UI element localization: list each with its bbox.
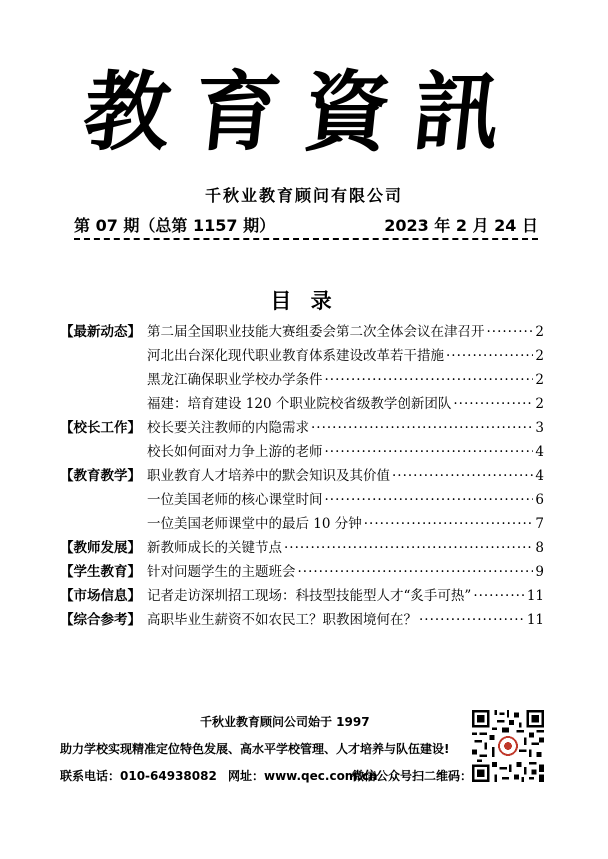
qr-label: 微信公众号扫二维码： [352,769,473,783]
toc-category: 【学生教育】 [60,564,141,580]
toc-row[interactable] [60,368,544,392]
masthead-title: 教育資訊 [78,62,530,163]
toc-page: 2 [535,324,544,340]
issue-date: 2023 年 2 月 24 日 [384,216,538,235]
toc-category: 【教育教学】 [60,468,141,484]
toc-page: 2 [535,396,544,412]
toc-row[interactable] [60,536,544,560]
toc-page: 3 [535,420,544,436]
toc-title: 新教师成长的关键节点 [147,540,282,556]
table-of-contents [60,320,544,632]
toc-row[interactable] [60,392,544,416]
toc-title: 校长如何面对力争上游的老师 [147,444,323,460]
toc-leader [419,608,525,632]
toc-page: 4 [535,468,544,484]
toc-page: 11 [526,588,544,604]
toc-page: 2 [535,372,544,388]
toc-title: 高职毕业生薪资不如农民工？职教困境何在？ [147,612,417,628]
toc-title: 校长要关注教师的内隐需求 [147,420,309,436]
toc-title: 一位美国老师课堂中的最后 10 分钟 [147,516,362,532]
toc-title: 一位美国老师的核心课堂时间 [147,492,323,508]
header-divider [74,238,538,240]
toc-row[interactable] [60,584,544,608]
toc-category: 【市场信息】 [60,588,141,604]
toc-title: 记者走访深圳招工现场：科技型技能型人才“炙手可热” [147,588,472,604]
toc-page: 6 [535,492,544,508]
toc-leader [298,560,534,584]
toc-page: 8 [535,540,544,556]
toc-leader [392,464,533,488]
toc-leader [311,416,533,440]
toc-title: 针对问题学生的主题班会 [147,564,296,580]
contact-phone: 联系电话：010-64938082 [60,769,217,783]
toc-page: 2 [535,348,544,364]
toc-page: 4 [535,444,544,460]
toc-category: 【校长工作】 [60,420,141,436]
toc-title: 福建：培育建设 120 个职业院校省级教学创新团队 [147,396,452,412]
toc-page: 11 [526,612,544,628]
toc-row[interactable] [60,560,544,584]
toc-leader [325,488,534,512]
toc-title: 黑龙江确保职业学校办学条件 [147,372,323,388]
toc-category: 【综合参考】 [60,612,141,628]
toc-leader [325,368,534,392]
toc-category: 【最新动态】 [60,324,141,340]
toc-row[interactable] [60,488,544,512]
toc-leader [325,440,534,464]
toc-leader [473,584,525,608]
toc-row[interactable] [60,464,544,488]
toc-row[interactable] [60,416,544,440]
toc-leader [446,344,533,368]
toc-row[interactable] [60,608,544,632]
toc-title: 职业教育人才培养中的默会知识及其价值 [147,468,390,484]
toc-leader [364,512,534,536]
wechat-qr-code-icon[interactable] [472,710,544,782]
toc-leader [487,320,534,344]
company-slogan: 助力学校实现精准定位特色发展、高水平学校管理、人才培养与队伍建设! [60,742,450,756]
issue-number: 第 07 期（总第 1157 期） [74,216,276,235]
toc-page: 9 [535,564,544,580]
toc-category: 【教师发展】 [60,540,141,556]
toc-row[interactable] [60,512,544,536]
company-name: 千秋业教育顾问有限公司 [204,186,403,205]
toc-title: 第二届全国职业技能大赛组委会第二次全体会议在津召开 [147,324,485,340]
toc-heading: 目 录 [270,289,338,313]
toc-row[interactable] [60,320,544,344]
toc-leader [284,536,533,560]
toc-row[interactable] [60,344,544,368]
toc-leader [453,392,533,416]
website-link[interactable]: 网址：www.qec.com.cn [228,769,378,783]
company-since: 千秋业教育顾问公司始于 1997 [200,715,370,729]
toc-title: 河北出台深化现代职业教育体系建设改革若干措施 [147,348,444,364]
toc-page: 7 [535,516,544,532]
toc-row[interactable] [60,440,544,464]
